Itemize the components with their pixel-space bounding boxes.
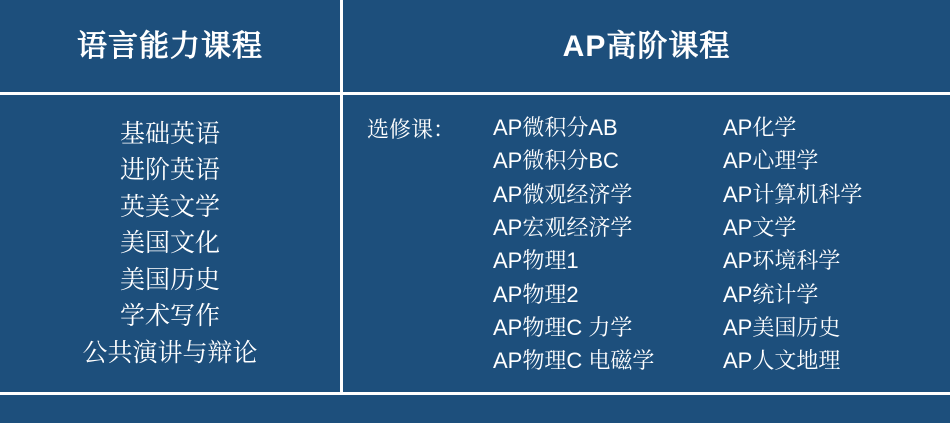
list-item: AP统计学: [723, 281, 819, 307]
table-body-row: [0, 95, 950, 392]
list-item: AP人文地理: [723, 348, 841, 374]
language-course-list: [0, 116, 340, 372]
list-item: 美国文化: [119, 229, 220, 258]
ap-course-column-1: [493, 111, 723, 378]
list-item: AP宏观经济学: [493, 214, 633, 240]
list-item: AP心理学: [723, 148, 819, 174]
list-item: 基础英语: [119, 119, 220, 148]
body-cell-language: [0, 95, 340, 392]
body-cell-ap: [343, 95, 950, 392]
ap-course-grid: [343, 95, 950, 378]
list-item: AP计算机科学: [723, 181, 863, 207]
list-item: AP美国历史: [723, 314, 841, 340]
list-item: AP微观经济学: [493, 181, 633, 207]
list-item: 学术写作: [119, 302, 220, 331]
header-title-ap: AP高阶课程: [562, 29, 731, 63]
list-item: AP微积分BC: [493, 148, 619, 174]
list-item: AP物理C 电磁学: [493, 348, 655, 374]
list-item: AP微积分AB: [493, 115, 618, 140]
list-item: AP化学: [723, 115, 797, 140]
list-item: AP环境科学: [723, 248, 841, 274]
ap-course-column-2: [723, 111, 950, 378]
header-cell-ap: [343, 0, 950, 92]
list-item: AP物理C 力学: [493, 314, 633, 340]
list-item: 英美文学: [119, 192, 220, 221]
list-item: AP物理2: [493, 281, 579, 307]
list-item: 公共演讲与辩论: [82, 338, 258, 367]
header-title-language: 语言能力课程: [77, 29, 263, 63]
list-item: 美国历史: [119, 265, 220, 294]
table-header-row: [0, 0, 950, 92]
list-item: AP文学: [723, 214, 797, 240]
list-item: AP物理1: [493, 248, 579, 274]
elective-label: 选修课：: [367, 117, 456, 142]
list-item: 进阶英语: [119, 156, 220, 185]
header-cell-language: [0, 0, 340, 92]
table-bottom-padding: [0, 395, 950, 423]
